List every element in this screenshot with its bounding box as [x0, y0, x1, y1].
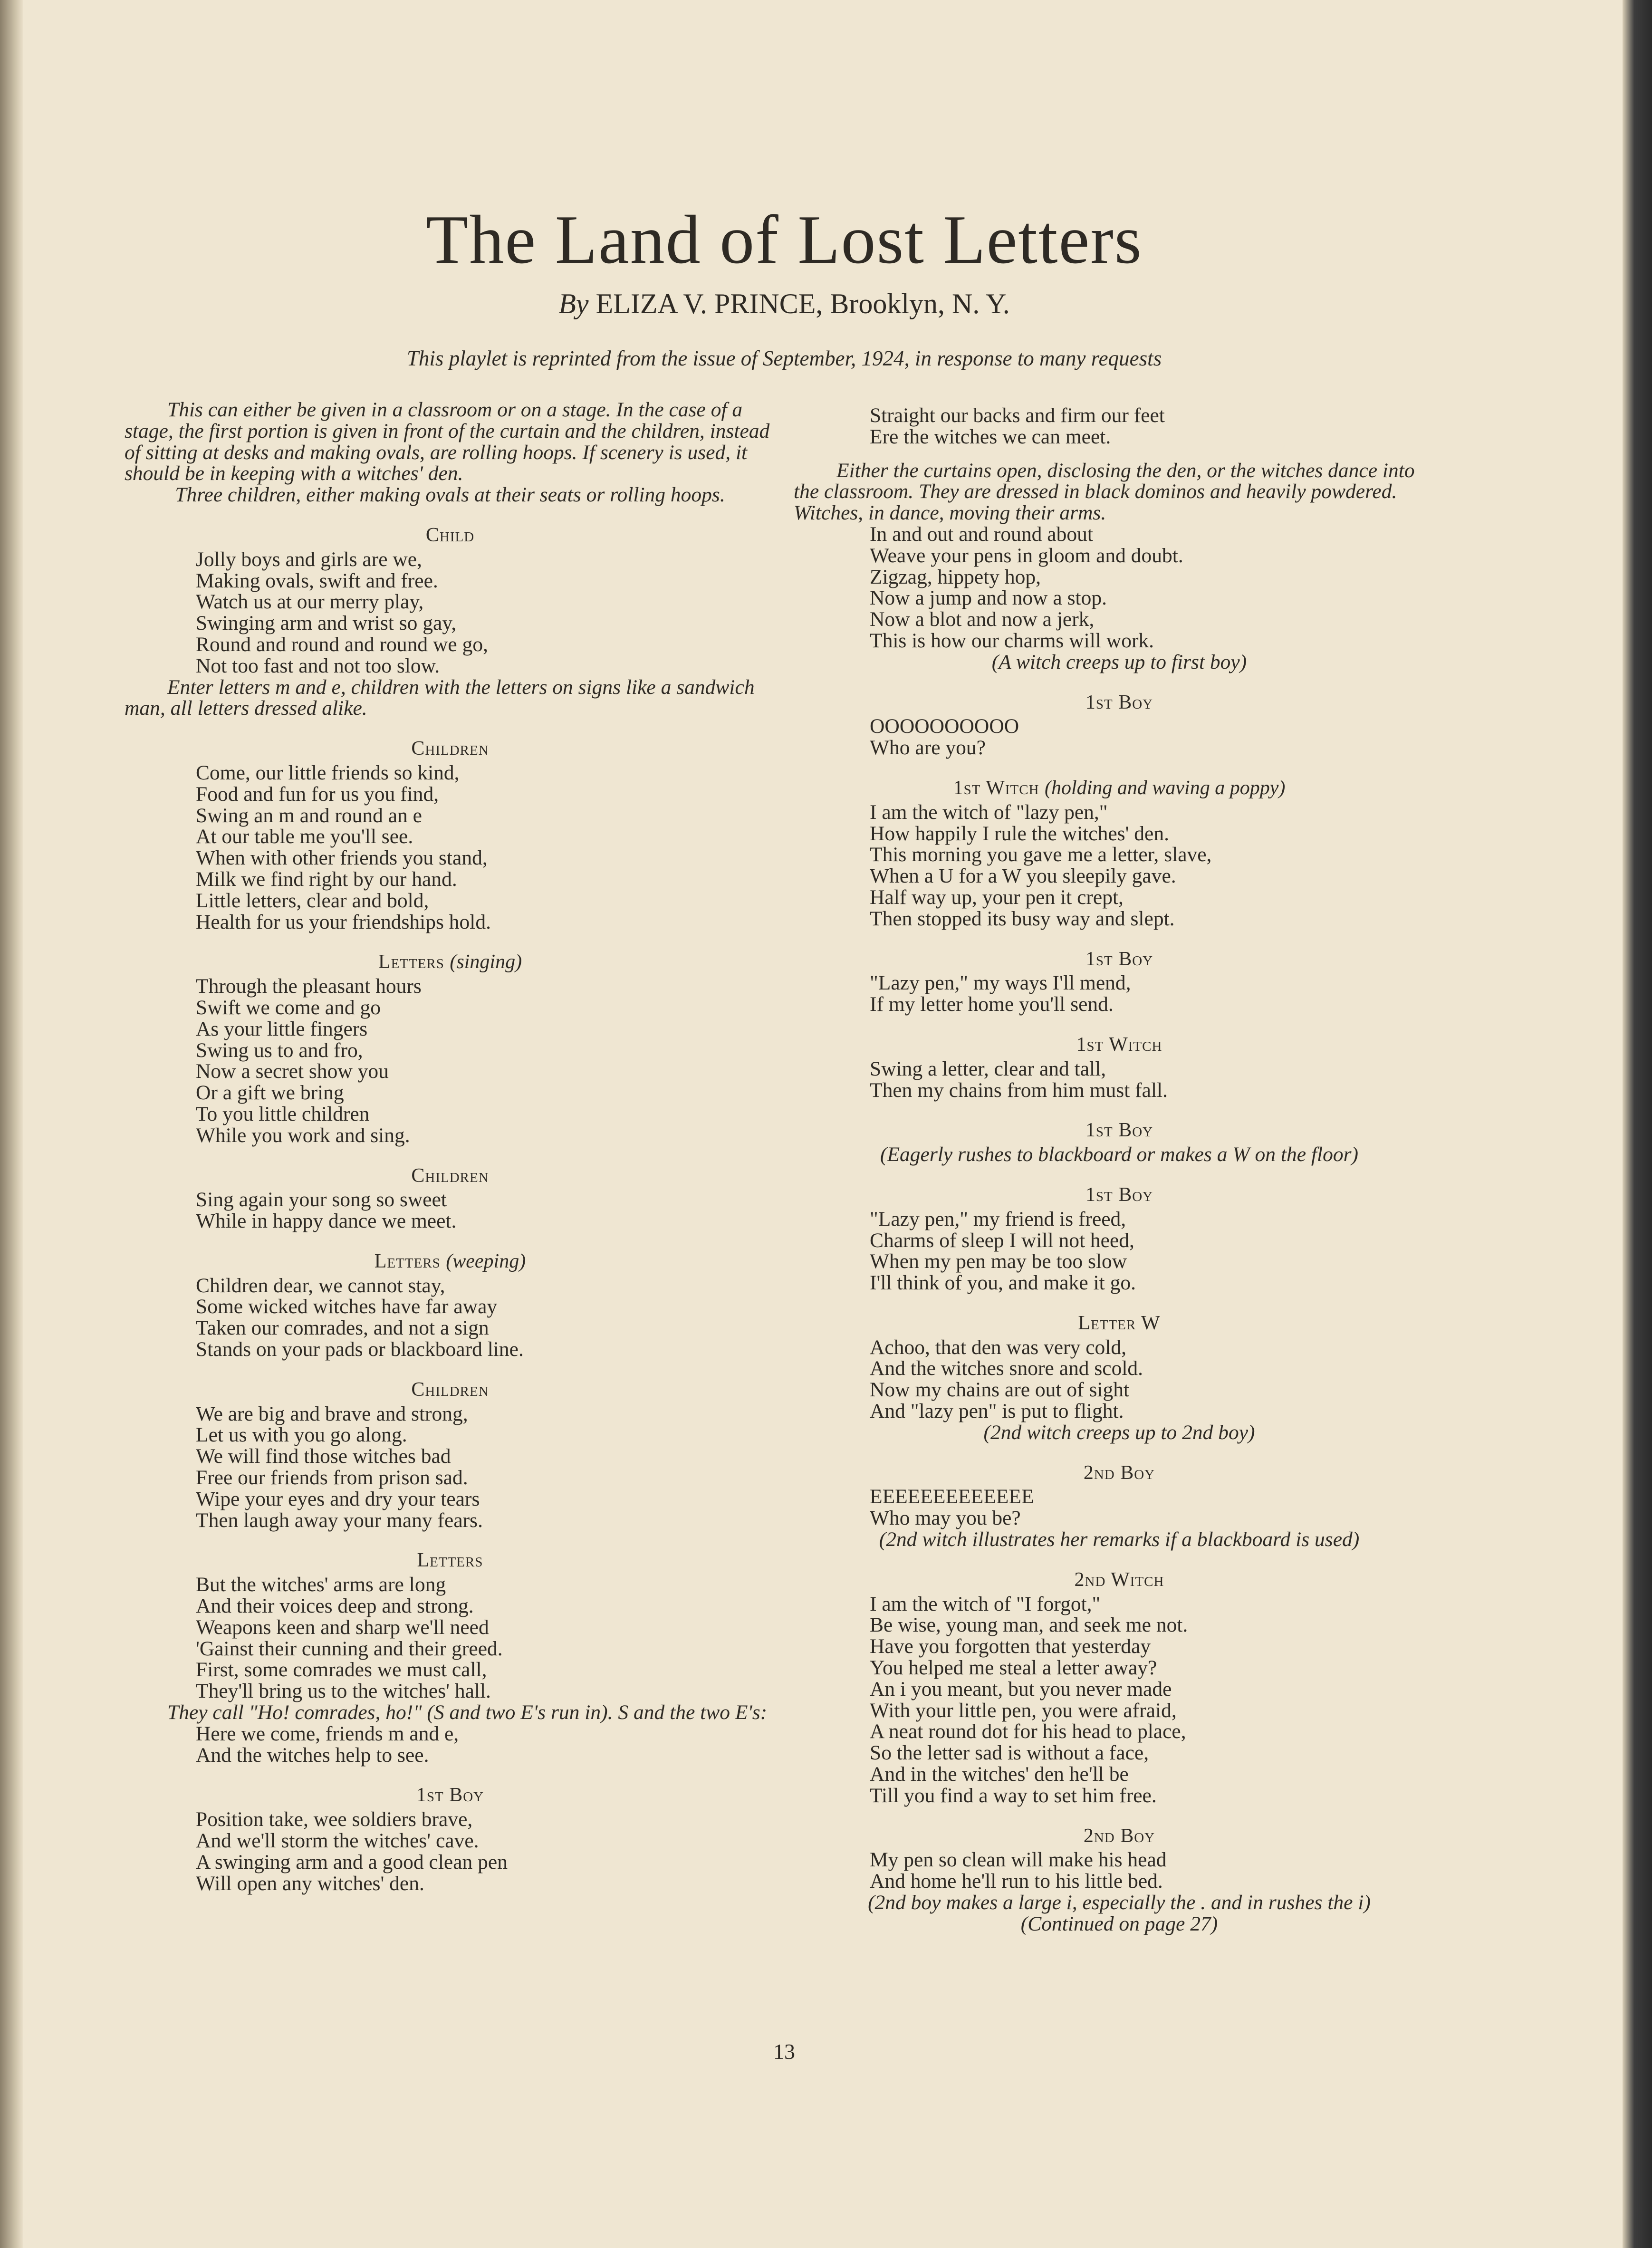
verse-line: 'Gainst their cunning and their greed. — [196, 1637, 503, 1660]
verse — [196, 549, 776, 677]
speaker-label: 1st Boy — [1085, 1119, 1153, 1142]
verse-line: Who are you? — [870, 736, 986, 759]
verse-line: Watch us at our merry play, — [196, 590, 424, 614]
verse-line: Weapons keen and sharp we'll need — [196, 1615, 489, 1639]
verse — [196, 1809, 776, 1894]
verse-line: Weave your pens in gloom and doubt. — [870, 544, 1183, 567]
verse-line: Now a blot and now a jerk, — [870, 608, 1095, 631]
verse-line: We will find those witches bad — [196, 1445, 451, 1468]
verse — [870, 1058, 1445, 1101]
verse-line: How happily I rule the witches' den. — [870, 822, 1169, 845]
stage-direction: (2nd boy makes a large i, especially the . and in rushes the i) — [868, 1891, 1371, 1914]
verse-line: Stands on your pads or blackboard line. — [196, 1338, 524, 1361]
speaker-label — [125, 1251, 776, 1272]
verse-line: And we'll storm the witches' cave. — [196, 1829, 479, 1853]
verse — [870, 802, 1445, 930]
byline-by: By — [558, 288, 589, 319]
verse-line: I am the witch of "lazy pen," — [870, 800, 1108, 824]
verse-line: And home he'll run to his little bed. — [870, 1870, 1163, 1893]
right-column — [794, 405, 1445, 1935]
verse-line: Then my chains from him must fall. — [870, 1078, 1168, 1102]
speaker-label: 1st Witch — [1076, 1033, 1162, 1056]
verse-line: Charms of sleep I will not heed, — [870, 1229, 1134, 1252]
verse-line: This is how our charms will work. — [870, 629, 1154, 652]
spacer — [794, 448, 1445, 460]
verse — [870, 1849, 1445, 1892]
verse-line: A swinging arm and a good clean pen — [196, 1850, 508, 1873]
stage-direction: (A witch creeps up to first boy) — [991, 650, 1247, 673]
verse-line: When with other friends you stand, — [196, 846, 488, 870]
verse-line: Position take, wee soldiers brave, — [196, 1808, 473, 1831]
intro-note: This playlet is reprinted from the issue of September, 1924, in response to many requests — [406, 346, 1162, 370]
stage-direction: (Eagerly rushes to blackboard or makes a W on the floor) — [880, 1143, 1358, 1166]
verse-line: Swinging arm and wrist so gay, — [196, 612, 457, 635]
verse-line: I'll think of you, and make it go. — [870, 1271, 1136, 1295]
verse-line: And the witches snore and scold. — [870, 1357, 1143, 1380]
verse-line: Till you find a way to set him free. — [870, 1784, 1157, 1807]
verse — [870, 1486, 1445, 1529]
speaker-label: 2nd Witch — [1074, 1568, 1164, 1591]
verse-line: Free our friends from prison sad. — [196, 1466, 468, 1489]
verse-line: Be wise, young man, and seek me not. — [870, 1614, 1188, 1637]
verse — [196, 1403, 776, 1531]
stage-direction: They call "Ho! comrades, ho!" (S and two E's run in). S and the two E's: — [167, 1701, 768, 1724]
verse-line: You helped me steal a letter away? — [870, 1656, 1157, 1680]
verse-line: Health for us your friendships hold. — [196, 910, 491, 933]
verse-line: I am the witch of "I forgot," — [870, 1592, 1101, 1615]
verse-line: OOOOOOOOOO — [870, 715, 1019, 738]
verse-line: Sing again your song so sweet — [196, 1188, 447, 1211]
verse — [870, 972, 1445, 1015]
verse — [196, 1574, 776, 1702]
byline — [0, 288, 1568, 320]
verse-line: Round and round and round we go, — [196, 633, 488, 656]
speaker-label: 1st Boy — [1085, 691, 1153, 713]
speaker-label: 1st Boy — [1085, 948, 1153, 970]
verse-line: A neat round dot for his head to place, — [870, 1720, 1186, 1743]
verse-line: To you little children — [196, 1102, 370, 1125]
speaker-label: Letters — [417, 1549, 483, 1572]
verse-line: But the witches' arms are long — [196, 1573, 446, 1596]
verse-line: So the letter sad is without a face, — [870, 1741, 1149, 1765]
verse-line: Milk we find right by our hand. — [196, 867, 457, 891]
verse-line: Straight our backs and firm our feet — [870, 404, 1165, 427]
verse-line: And in the witches' den he'll be — [870, 1763, 1129, 1786]
stage-direction: This can either be given in a classroom or on a stage. In the case of a stage, the first portion is given in front of the curtain and the children, instead of sitting at desks and making ovals, are rolling hoops. If scenery is used, it should be in keeping with a witches' den. — [125, 398, 770, 485]
verse-line: Half way up, your pen it crept, — [870, 885, 1124, 909]
verse-line: When my pen may be too slow — [870, 1250, 1127, 1273]
verse-line: Food and fun for us you find, — [196, 782, 439, 806]
verse-line: Let us with you go along. — [196, 1423, 407, 1447]
continued-note: (Continued on page 27) — [1020, 1912, 1218, 1935]
verse-line: Come, our little friends so kind, — [196, 761, 460, 784]
verse-line: "Lazy pen," my ways I'll mend, — [870, 971, 1131, 995]
left-column — [125, 399, 776, 1894]
verse — [196, 976, 776, 1146]
verse-line: They'll bring us to the witches' hall. — [196, 1680, 491, 1703]
verse-line: With your little pen, you were afraid, — [870, 1699, 1177, 1722]
verse-line: Wipe your eyes and dry your tears — [196, 1487, 480, 1510]
verse-line: We are big and brave and strong, — [196, 1402, 468, 1425]
verse-line: Here we come, friends m and e, — [196, 1722, 459, 1745]
page-number: 13 — [773, 2039, 795, 2064]
book-gutter — [0, 0, 23, 2248]
verse-line: And the witches help to see. — [196, 1743, 429, 1767]
stage-direction: Enter letters m and e, children with the letters on signs like a sandwich man, all letters dressed alike. — [125, 675, 755, 720]
stage-direction: Either the curtains open, disclosing the den, or the witches dance into the classroom. They are dressed in black dominos and heavily powdered. Witches, in dance, moving their arms. — [794, 459, 1415, 525]
verse-line: This morning you gave me a letter, slave, — [870, 843, 1212, 866]
verse — [196, 762, 776, 932]
verse-line: Then laugh away your many fears. — [196, 1508, 483, 1532]
verse-line: Making ovals, swift and free. — [196, 569, 438, 592]
verse-line: Now my chains are out of sight — [870, 1378, 1130, 1402]
verse-line: Or a gift we bring — [196, 1081, 344, 1105]
verse — [196, 1723, 776, 1766]
speaker-label: Child — [425, 524, 475, 546]
verse — [870, 1594, 1445, 1806]
speaker-label: 1st Boy — [416, 1784, 484, 1806]
verse — [196, 1275, 776, 1360]
speaker-label — [125, 951, 776, 973]
speaker-name: Letters — [378, 951, 444, 973]
verse-line: Ere the witches we can meet. — [870, 425, 1111, 448]
verse-line: Who may you be? — [870, 1507, 1021, 1530]
verse-line: Have you forgotten that yesterday — [870, 1635, 1151, 1658]
verse-line: Swing a letter, clear and tall, — [870, 1057, 1106, 1080]
verse-line: Zigzag, hippety hop, — [870, 565, 1041, 588]
stage-direction: (2nd witch creeps up to 2nd boy) — [983, 1421, 1255, 1444]
verse-line: Some wicked witches have far away — [196, 1295, 498, 1318]
verse-line: While you work and sing. — [196, 1124, 410, 1147]
verse — [870, 524, 1445, 652]
verse — [196, 1189, 776, 1232]
stage-direction: Three children, either making ovals at their seats or rolling hoops. — [175, 483, 725, 507]
verse-line: Jolly boys and girls are we, — [196, 548, 422, 571]
byline-author: ELIZA V. PRINCE, Brooklyn, N. Y. — [595, 288, 1010, 319]
speaker-label: Letter W — [1078, 1312, 1161, 1334]
verse-line: And their voices deep and strong. — [196, 1595, 474, 1618]
page-title: The Land of Lost Letters — [426, 201, 1143, 278]
verse-line: "Lazy pen," my friend is freed, — [870, 1207, 1126, 1230]
verse-line: Little letters, clear and bold, — [196, 889, 429, 912]
verse — [870, 405, 1445, 448]
verse-line: If my letter home you'll send. — [870, 993, 1114, 1016]
verse-line: And "lazy pen" is put to flight. — [870, 1400, 1124, 1423]
verse-line: Swift we come and go — [196, 996, 381, 1019]
verse-line: Swing an m and round an e — [196, 804, 422, 827]
verse-line: My pen so clean will make his head — [870, 1848, 1167, 1872]
speaker-label: Children — [411, 1164, 489, 1187]
verse-line: Then stopped its busy way and slept. — [870, 907, 1175, 930]
verse-line: Children dear, we cannot stay, — [196, 1274, 445, 1297]
speaker-direction: (weeping) — [446, 1250, 526, 1272]
verse-line: As your little fingers — [196, 1017, 368, 1040]
verse-line: Not too fast and not too slow. — [196, 654, 440, 677]
speaker-label: 2nd Boy — [1083, 1825, 1155, 1847]
speaker-label: 2nd Boy — [1083, 1461, 1155, 1484]
verse-line: At our table me you'll see. — [196, 825, 413, 848]
verse — [870, 1337, 1445, 1422]
verse — [870, 716, 1445, 759]
speaker-name: Letters — [374, 1250, 441, 1272]
speaker-direction: (singing) — [450, 951, 522, 973]
verse-line: While in happy dance we meet. — [196, 1210, 457, 1233]
verse-line: Swing us to and fro, — [196, 1038, 363, 1062]
speaker-label: 1st Boy — [1085, 1183, 1153, 1206]
verse-line: An i you meant, but you never made — [870, 1677, 1172, 1700]
speaker-name: 1st Witch — [953, 777, 1039, 799]
verse-line: Through the pleasant hours — [196, 975, 422, 998]
verse-line: Now a secret show you — [196, 1060, 389, 1083]
speaker-label — [794, 778, 1445, 799]
verse-line: First, some comrades we must call, — [196, 1658, 487, 1681]
verse-line: EEEEEEEEEEEEE — [870, 1485, 1034, 1508]
speaker-direction: (holding and waving a poppy) — [1045, 777, 1286, 799]
scan-edge — [1623, 0, 1652, 2248]
verse-line: In and out and round about — [870, 522, 1093, 546]
verse-line: Achoo, that den was very cold, — [870, 1335, 1126, 1359]
verse-line: When a U for a W you sleepily gave. — [870, 865, 1176, 888]
verse — [870, 1209, 1445, 1294]
speaker-label: Children — [411, 738, 489, 760]
verse-line: Now a jump and now a stop. — [870, 586, 1107, 610]
stage-direction: (2nd witch illustrates her remarks if a blackboard is used) — [879, 1528, 1360, 1551]
speaker-label: Children — [411, 1378, 489, 1401]
verse-line: Taken our comrades, and not a sign — [196, 1316, 489, 1340]
verse-line: Will open any witches' den. — [196, 1872, 424, 1895]
